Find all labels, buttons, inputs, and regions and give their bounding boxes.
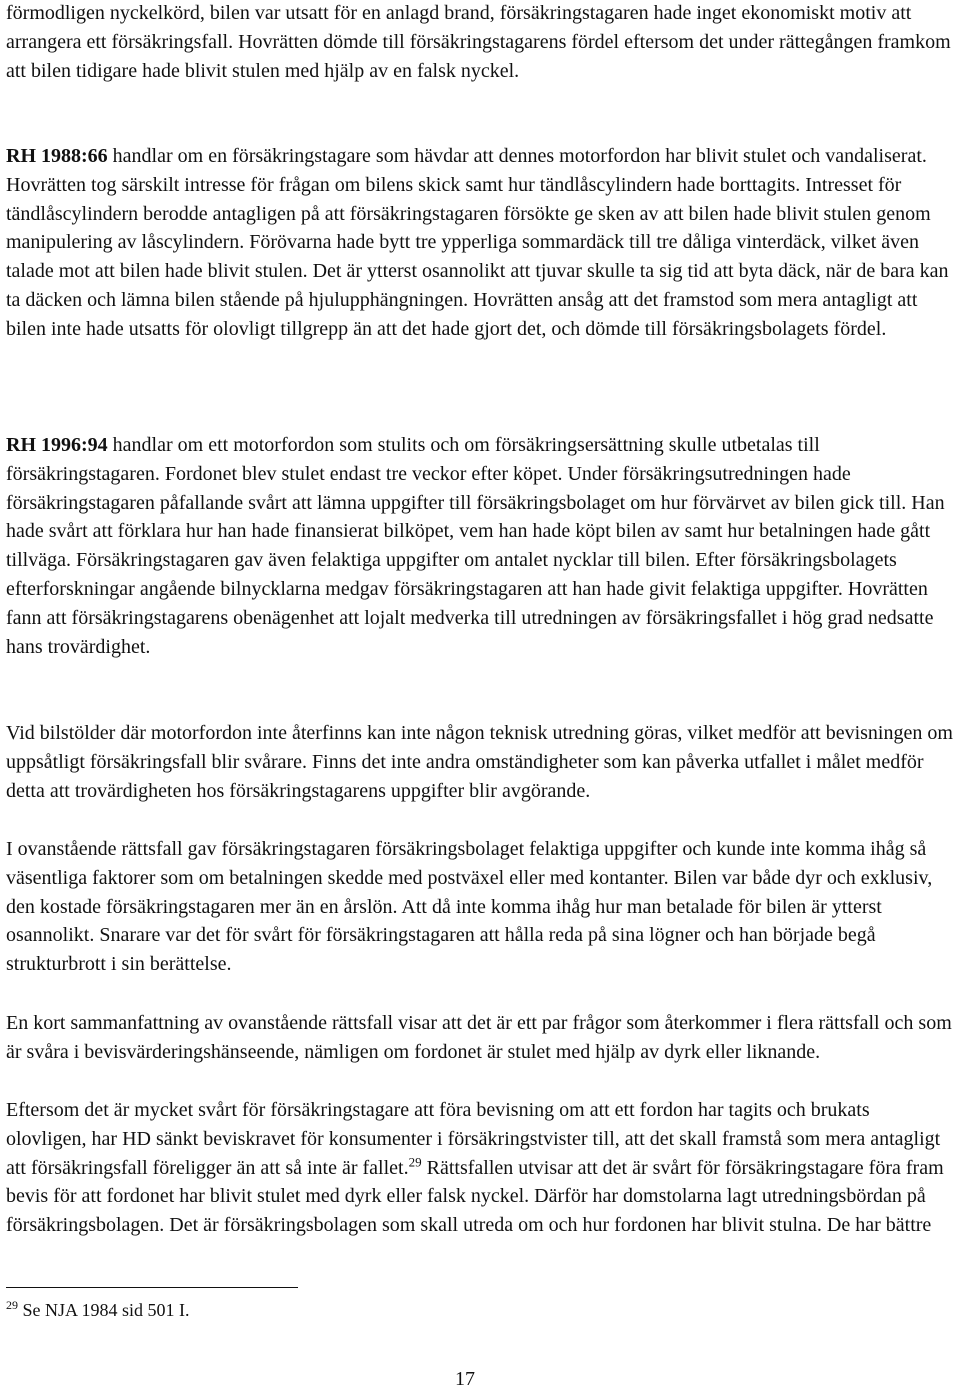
footnote-number: 29 <box>6 1298 18 1312</box>
paragraph-intro <box>6 0 954 85</box>
footnote-separator <box>6 1287 298 1288</box>
paragraph-case-analysis-text: I ovanstående rättsfall gav försäkringstagaren försäkringsbolaget felaktiga uppgifter och kunde inte komma ihåg så väsentliga faktorer som om betalningen skedde med postväxel eller med kontanter. Bilen var både dyr och exklusiv, den kostade försäkringstagaren mer än en årslön. Att då inte komma ihåg hur man betalade för bilen är ytterst osannolikt. Snarare var det för svårt för försäkringstagaren att hålla reda på sina lögner och han började begå strukturbrott i sin berättelse. <box>6 838 933 976</box>
paragraph-rh-1996-94 <box>6 431 954 661</box>
paragraph-vehicle-theft-text: Vid bilstölder där motorfordon inte återfinns kan inte någon teknisk utredning göras, vilket medför att bevisningen om uppsåtligt försäkringsfall blir svårare. Finns det inte andra omständigheter som kan påverka utfallet i målet medför detta att trovärdigheten hos försäkringstagarens uppgifter blir avgörande. <box>6 722 953 802</box>
paragraph-burden-of-proof-text-a: Eftersom det är mycket svårt för försäkringstagare att föra bevisning om att ett fordon har tagits och brukats olovligen, har HD sänkt beviskravet för konsumenter i försäkringstvister till, att det skall framstå som mera antagligt att försäkringsfall föreligger än att så inte är fallet. <box>6 1099 941 1179</box>
paragraph-vehicle-theft <box>6 719 954 805</box>
footnote-text: Se NJA 1984 sid 501 I. <box>18 1300 190 1320</box>
case-reference-rh-1988-66: RH 1988:66 <box>6 145 108 167</box>
footnote-reference: 29 <box>408 1153 422 1169</box>
page-number: 17 <box>455 1368 475 1390</box>
paragraph-burden-of-proof <box>6 1096 954 1240</box>
footnote <box>6 1298 190 1322</box>
paragraph-intro-text: förmodligen nyckelkörd, bilen var utsatt för en anlagd brand, försäkringstagaren hade inget ekonomiskt motiv att arrangera ett försäkringsfall. Hovrätten dömde till försäkringstagarens fördel eftersom det under rättegången framkom att bilen tidigare hade blivit stulen med hjälp av en falsk nyckel. <box>6 2 951 82</box>
paragraph-rh-1996-94-text: handlar om ett motorfordon som stulits och om försäkringsersättning skulle utbetalas till försäkringstagaren. Fordonet blev stulet endast tre veckor efter köpet. Under försäkringsutredningen hade försäkringstagaren påfallande svårt att lämna uppgifter till försäkringsbolaget om hur förvärvet av bilen gick till. Han hade svårt att förklara hur han hade finansierat bilköpet, vem han hade köpt bilen av samt hur betalningen hade gått tillväga. Försäkringstagaren gav även felaktiga uppgifter om antalet nycklar till bilen. Efter försäkringsbolagets efterforskningar angående bilnycklarna medgav försäkringstagaren att han hade givit felaktiga uppgifter. Hovrätten fann att försäkringstagarens obenägenhet att lojalt medverka till utredningen av försäkringsfallet i hög grad nedsatte hans trovärdighet. <box>6 434 945 658</box>
paragraph-summary-text: En kort sammanfattning av ovanstående rättsfall visar att det är ett par frågor som återkommer i flera rättsfall och som är svåra i bevisvärderingshänseende, nämligen om fordonet är stulet med hjälp av dyrk eller liknande. <box>6 1012 952 1063</box>
paragraph-rh-1988-66-text: handlar om en försäkringstagare som hävdar att dennes motorfordon har blivit stulet och vandaliserat. Hovrätten tog särskilt intresse för frågan om bilens skick samt hur tändlåscylindern hade borttagits. Intresset för tändlåscylindern berodde antagligen på att försäkringstagaren försökte ge sken av att bilen hade blivit stulen genom manipulering av låscylindern. Förövarna hade bytt tre ypperliga sommardäck till tre dåliga vinterdäck, vilket även talade mot att bilen hade blivit stulen. Det är ytterst osannolikt att tjuvar skulle ta sig tid att byta däck, när de bara kan ta däcken och lämna bilen stående på hjulupphängningen. Hovrätten ansåg att det framstod som mera antagligt att bilen inte hade utsatts för olovligt tillgrepp än att det hade gjort det, och dömde till försäkringsbolagets fördel. <box>6 145 949 340</box>
case-reference-rh-1996-94: RH 1996:94 <box>6 434 108 456</box>
paragraph-burden-of-proof-text-b: Rättsfallen utvisar att det är svårt för försäkringstagare föra fram bevis för att fordonet har blivit stulet med dyrk eller falsk nyckel. Därför har domstolarna lagt utredningsbördan på försäkringsbolagen. Det är försäkringsbolagen som skall utreda om och hur fordonen har blivit stulna. De har bättre <box>6 1156 944 1237</box>
paragraph-summary <box>6 1009 954 1067</box>
paragraph-case-analysis <box>6 835 954 979</box>
paragraph-rh-1988-66 <box>6 142 954 344</box>
